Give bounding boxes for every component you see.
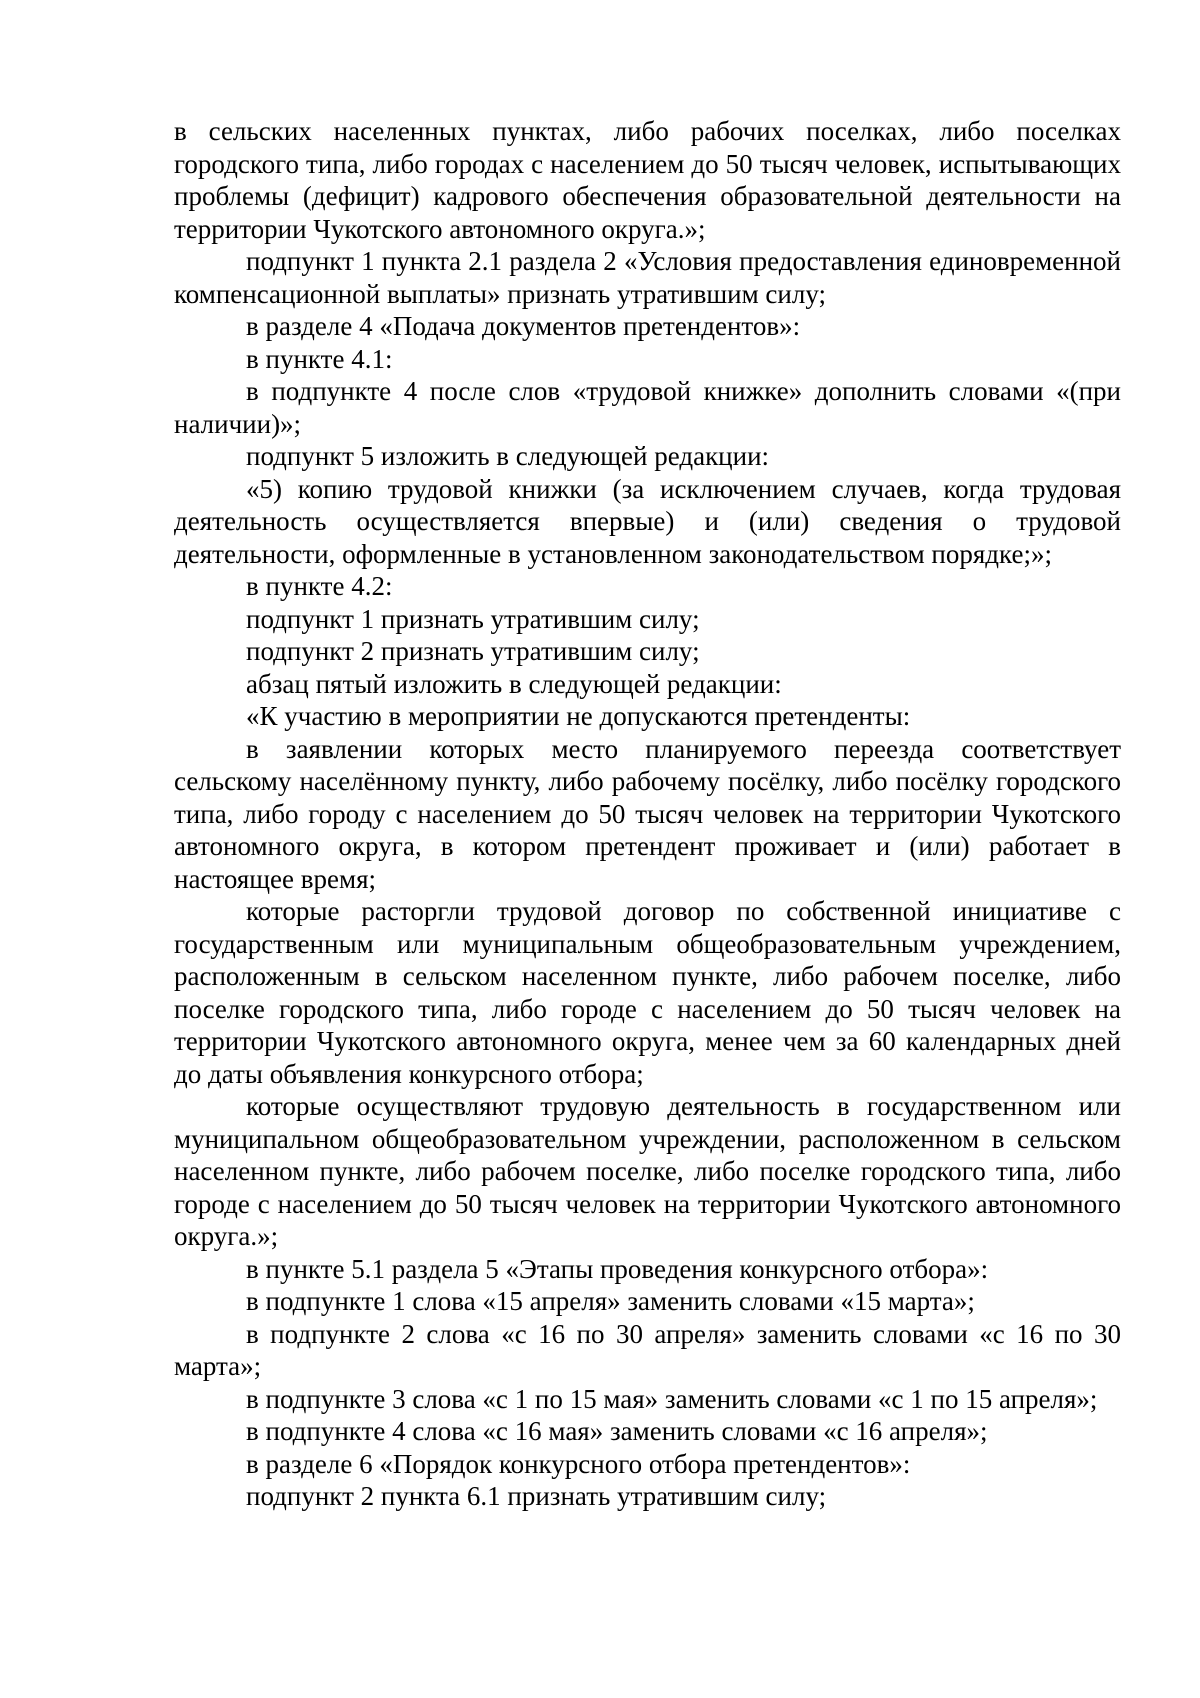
paragraph-abzac-5: абзац пятый изложить в следующей редакции: [246,668,782,699]
paragraph-stage-4: в подпункте 4 слова «с 16 мая» заменить словами «с 16 апреля»; [246,1416,988,1446]
document-page [174,115,1121,1513]
paragraph-subclause-5-text: «5) копию трудовой книжки (за исключением случаев, когда трудовая деятельность осуществляется впервые) и (или) сведения о трудовой деятельности, оформленные в установленном законодательством порядке;»; [174,473,1121,569]
paragraph-clause-4-2: в пункте 4.2: [246,571,393,601]
paragraph-subclause-4: в подпункте 4 после слов «трудовой книжке» дополнить словами «(при наличии)»; [174,376,1121,439]
paragraph-subclause-5: подпункт 5 изложить в следующей редакции: [246,441,770,471]
paragraph-section-6: в разделе 6 «Порядок конкурсного отбора претендентов»: [246,1448,911,1479]
paragraph-not-admitted: «К участию в мероприятии не допускаются претенденты: [246,701,911,731]
paragraph-not-admitted-item-2: которые расторгли трудовой договор по собственной инициативе с государственным или муниципальным общеобразовательным учреждением, расположенным в сельском населенном пункте, либо рабочем поселке, либо поселке городского типа, либо городе с населением до 50 тысяч человек на территории Чукотского автономного округа, менее чем за 60 календарных дней до даты объявления конкурсного отбора; [174,896,1121,1089]
paragraph-clause-6-1: подпункт 2 пункта 6.1 признать утратившим силу; [246,1481,827,1511]
paragraph-subclause-2-1: подпункт 1 пункта 2.1 раздела 2 «Условия предоставления единовременной компенсационной выплаты» признать утратившим силу; [174,246,1121,309]
paragraph-stage-1: в подпункте 1 слова «15 апреля» заменить словами «15 марта»; [246,1286,975,1316]
paragraph-subclause-2-void: подпункт 2 признать утратившим силу; [246,636,700,666]
paragraph-stage-3: в подпункте 3 слова «с 1 по 15 мая» заменить словами «с 1 по 15 апреля»; [246,1383,1098,1414]
paragraph-clause-5-1: в пункте 5.1 раздела 5 «Этапы проведения конкурсного отбора»: [246,1253,989,1284]
paragraph-stage-2: в подпункте 2 слова «с 16 по 30 апреля» заменить словами «с 16 по 30 марта»; [174,1318,1121,1381]
paragraph-section-4: в разделе 4 «Подача документов претендентов»: [246,311,801,341]
paragraph-continuation: в сельских населенных пунктах, либо рабочих поселках, либо поселках городского типа, либо городах с населением до 50 тысяч человек, испытывающих проблемы (дефицит) кадрового обеспечения образовательной деятельности на территории Чукотского автономного округа.»; [174,116,1121,244]
paragraph-not-admitted-item-1: в заявлении которых место планируемого переезда соответствует сельскому населённому пункту, либо рабочему посёлку, либо посёлку городского типа, либо городу с населением до 50 тысяч человек на территории Чукотского автономного округа, в котором претендент проживает и (или) работает в настоящее время; [174,733,1121,894]
paragraph-subclause-1-void: подпункт 1 признать утратившим силу; [246,603,700,634]
paragraph-not-admitted-item-3: которые осуществляют трудовую деятельность в государственном или муниципальном общеобразовательном учреждении, расположенном в сельском населенном пункте, либо рабочем поселке, либо поселке городского типа, либо городе с населением до 50 тысяч человек на территории Чукотского автономного округа.»; [174,1091,1121,1251]
paragraph-clause-4-1: в пункте 4.1: [246,343,393,374]
